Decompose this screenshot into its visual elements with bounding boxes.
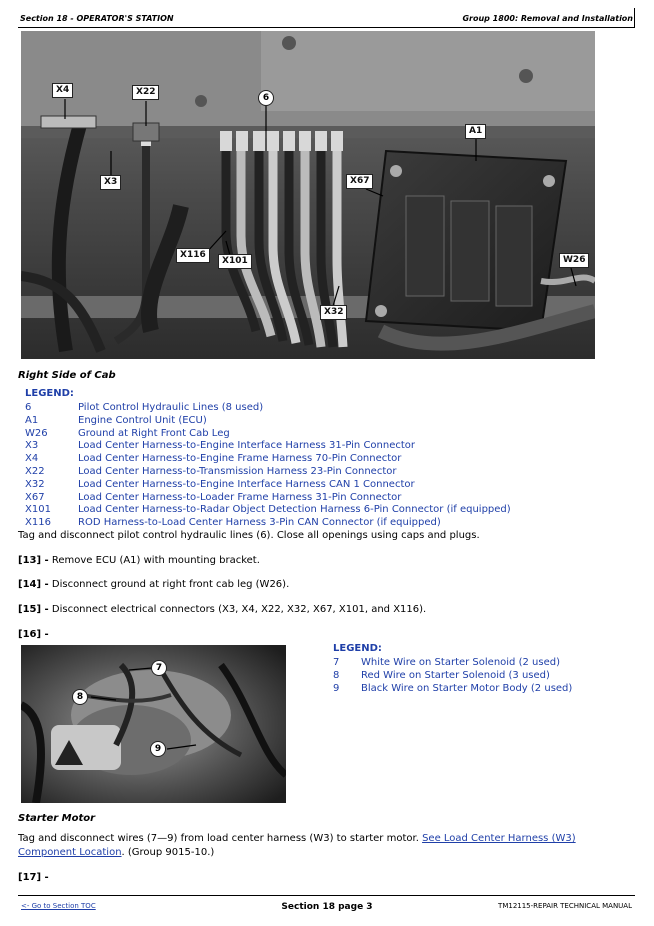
legend1-description: Load Center Harness-to-Engine Interface Harness 31-Pin Connector (78, 440, 416, 452)
callout-x67: X67 (346, 174, 373, 189)
legend1-code: X3 (25, 440, 39, 452)
callout-9: 9 (150, 741, 166, 757)
legend1-code: X67 (25, 491, 45, 503)
legend1-item (25, 452, 625, 465)
legend2-item (333, 656, 654, 669)
legend1-description: Load Center Harness-to-Radar Object Detection Harness 6-Pin Connector (if equipped) (78, 504, 511, 516)
legend1-item (25, 414, 625, 427)
legend2-item (333, 669, 654, 682)
manual-id: TM12115-REPAIR TECHNICAL MANUAL (498, 902, 632, 910)
legend1-item (25, 503, 625, 516)
legend1-code: X101 (25, 504, 51, 516)
legend1-title: LEGEND: (25, 388, 74, 399)
step-17 (18, 871, 49, 885)
legend1-item (25, 516, 625, 529)
legend1-code: W26 (25, 427, 48, 439)
legend1-item (25, 439, 625, 452)
starter-paragraph (18, 832, 628, 860)
step-15-text: Disconnect electrical connectors (X3, X4, X22, X32, X67, X101, and X116). (48, 604, 427, 615)
legend1-item (25, 427, 625, 440)
starter-tail-text: . (Group 9015-10.) (121, 847, 215, 858)
step-15-number: [15] - (18, 604, 49, 615)
legend1-code: X32 (25, 478, 45, 490)
step-17-number: [17] - (18, 872, 49, 883)
legend2-code: 7 (333, 657, 340, 668)
callout-8: 8 (72, 689, 88, 705)
legend1-code: X116 (25, 517, 51, 529)
callout-7: 7 (151, 660, 167, 676)
legend1-item (25, 401, 625, 414)
callout-x4: X4 (52, 83, 73, 98)
legend2-description: Red Wire on Starter Solenoid (3 used) (361, 670, 550, 681)
cab-right-side-photo (21, 31, 595, 359)
step-14 (18, 578, 289, 592)
footer-divider (18, 895, 635, 896)
legend2-item (333, 682, 654, 695)
legend1-description: Load Center Harness-to-Engine Interface Harness CAN 1 Connector (78, 478, 415, 490)
legend1-code: 6 (25, 402, 32, 413)
callout-x22: X22 (132, 85, 159, 100)
page-number: Section 18 page 3 (281, 902, 373, 912)
callout-6: 6 (258, 90, 274, 106)
legend1-description: Load Center Harness-to-Loader Frame Harness 31-Pin Connector (78, 491, 402, 503)
legend1-code: A1 (25, 414, 39, 426)
legend2-description: White Wire on Starter Solenoid (2 used) (361, 657, 560, 668)
step-15 (18, 603, 426, 617)
callout-w26: W26 (559, 253, 589, 268)
page-header (18, 8, 635, 28)
callout-x116: X116 (176, 248, 210, 263)
header-divider (634, 8, 635, 28)
legend1-code: X4 (25, 453, 39, 465)
starter-intro-text: Tag and disconnect wires (7—9) from load center harness (W3) to starter motor. (18, 833, 423, 844)
section-title: Section 18 - OPERATOR'S STATION (20, 14, 174, 23)
legend2-description: Black Wire on Starter Motor Body (2 used) (361, 683, 573, 694)
legend1-code: X22 (25, 466, 45, 477)
callout-x101: X101 (218, 254, 252, 269)
legend1-description: Load Center Harness-to-Engine Frame Harness 70-Pin Connector (78, 453, 402, 465)
step-16-number: [16] - (18, 629, 49, 640)
legend2-title: LEGEND: (333, 643, 382, 654)
legend1-description: Pilot Control Hydraulic Lines (8 used) (78, 402, 264, 413)
callout-a1: A1 (465, 124, 486, 139)
legend1-item (25, 478, 625, 491)
step-13-text: Remove ECU (A1) with mounting bracket. (48, 555, 260, 566)
legend2-code: 9 (333, 683, 340, 694)
step-13 (18, 554, 260, 568)
figure1-caption: Right Side of Cab (18, 370, 116, 381)
step-13-number: [13] - (18, 555, 49, 566)
step-16 (18, 628, 49, 642)
step-14-number: [14] - (18, 579, 49, 590)
figure2-caption: Starter Motor (18, 813, 96, 824)
legend1-description: Load Center Harness-to-Transmission Harness 23-Pin Connector (78, 466, 397, 477)
load-center-harness-link[interactable]: See Load Center Harness (W3) Component Location (18, 833, 576, 858)
go-to-section-toc-link[interactable]: <- Go to Section TOC (21, 902, 96, 910)
tag-lines-text: Tag and disconnect pilot control hydraulic lines (6). Close all openings using caps and plugs. (18, 530, 480, 541)
group-title: Group 1800: Removal and Installation (462, 14, 633, 23)
callout-x32: X32 (320, 305, 347, 320)
legend2-code: 8 (333, 670, 340, 681)
legend1-item (25, 491, 625, 504)
callout-x3: X3 (100, 175, 121, 190)
legend1-description: ROD Harness-to-Load Center Harness 3-Pin CAN Connector (if equipped) (78, 517, 441, 529)
legend1-description: Ground at Right Front Cab Leg (78, 427, 230, 439)
legend1-description: Engine Control Unit (ECU) (78, 414, 207, 426)
step-14-text: Disconnect ground at right front cab leg (W26). (48, 579, 290, 590)
legend1-item (25, 465, 625, 478)
